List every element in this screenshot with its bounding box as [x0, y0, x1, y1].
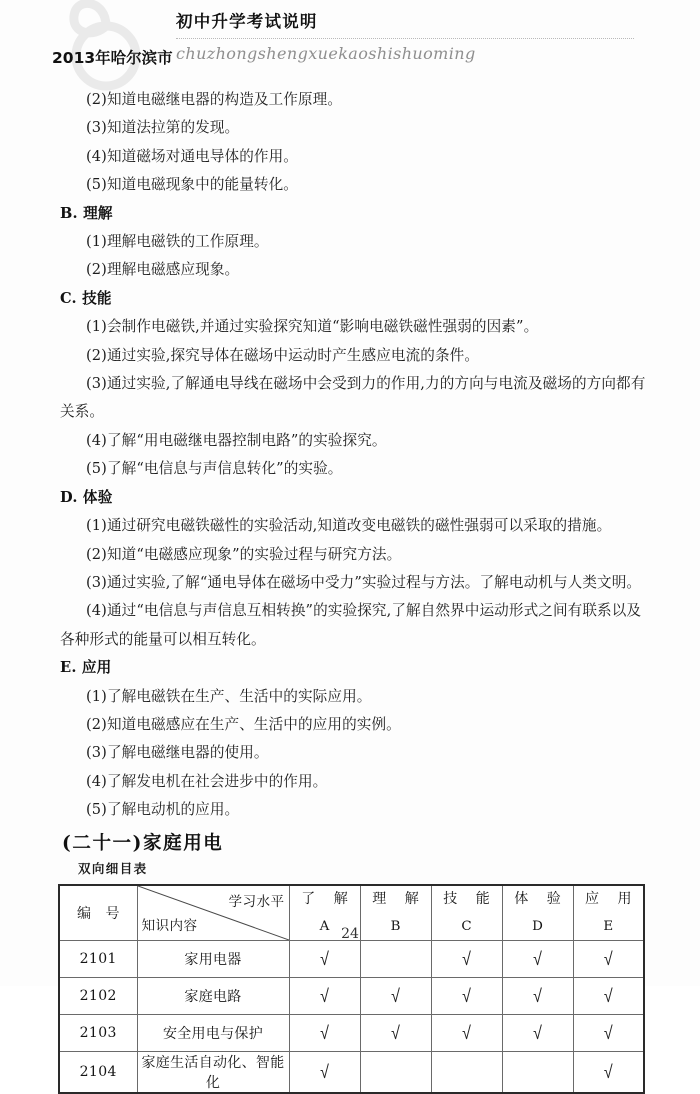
check-mark-icon: √ — [320, 984, 329, 1006]
body-list-item: (3)知道法拉第的发现。 — [86, 119, 240, 137]
two-way-specification-table — [58, 884, 645, 1094]
section-subtitle: 双向细目表 — [78, 860, 148, 876]
masthead — [0, 0, 700, 86]
body-continuation-line: 关系。 — [60, 403, 105, 421]
masthead-pinyin: chuzhongshengxuekaoshishuoming — [176, 44, 476, 63]
cell-check-marked — [573, 977, 644, 1014]
body-list-item: (3)通过实验,了解“通电导体在磁场中受力”实验过程与方法。了解电动机与人类文明。 — [86, 573, 642, 591]
body-subheading: E. 应用 — [60, 659, 112, 677]
masthead-title-group — [176, 8, 636, 63]
body-list-item: (1)理解电磁铁的工作原理。 — [86, 233, 269, 251]
body-content — [0, 86, 700, 1094]
corner-content-label: 知识内容 — [141, 917, 198, 934]
body-list-item: (2)理解电磁感应现象。 — [86, 261, 240, 279]
page-title: 初中升学考试说明 — [176, 12, 318, 31]
page-number: 24 — [341, 926, 359, 942]
check-mark-icon: √ — [533, 947, 542, 969]
level-label-letter: D — [532, 918, 543, 934]
body-list-item: (3)通过实验,了解通电导线在磁场中会受到力的作用,力的方向与电流及磁场的方向都有 — [86, 375, 646, 393]
check-mark-icon: √ — [320, 1060, 329, 1082]
check-mark-icon: √ — [603, 984, 613, 1006]
level-label-cn: 了 解 — [301, 890, 355, 907]
section-title: (二十一)家庭用电 — [62, 832, 224, 854]
body-list-item: (1)了解电磁铁在生产、生活中的实际应用。 — [86, 687, 372, 705]
cell-check-marked — [360, 1014, 431, 1051]
body-continuation-line: 各种形式的能量可以相互转化。 — [60, 630, 266, 648]
check-mark-icon: √ — [603, 1021, 613, 1043]
body-list-item: (1)会制作电磁铁,并通过实验探究知道“影响电磁铁磁性强弱的因素”。 — [86, 318, 539, 336]
cell-check-marked — [360, 977, 431, 1014]
level-label-cn: 体 验 — [514, 890, 568, 907]
check-mark-icon: √ — [462, 984, 471, 1006]
cell-check-empty — [431, 1051, 502, 1093]
level-label-cn: 理 解 — [372, 890, 426, 907]
check-mark-icon: √ — [533, 984, 542, 1006]
body-list-item: (5)了解电动机的应用。 — [86, 801, 240, 819]
check-mark-icon: √ — [320, 947, 329, 969]
cell-check-marked — [502, 1014, 573, 1051]
cell-topic: 家庭电路 — [137, 977, 289, 1014]
cell-id: 2101 — [59, 940, 137, 977]
body-list-item: (2)通过实验,探究导体在磁场中运动时产生感应电流的条件。 — [86, 346, 480, 364]
body-list-item: (2)知道“电磁感应现象”的实验过程与研究方法。 — [86, 545, 402, 563]
cell-check-empty — [502, 1051, 573, 1093]
cell-check-empty — [360, 940, 431, 977]
body-list-item: (3)了解电磁继电器的使用。 — [86, 744, 269, 762]
check-mark-icon: √ — [603, 947, 613, 969]
table-header-id: 编 号 — [59, 885, 137, 941]
cell-check-marked — [502, 977, 573, 1014]
body-block-list — [0, 86, 700, 825]
level-label-cn: 应 用 — [585, 890, 639, 907]
cell-check-marked — [289, 1051, 360, 1093]
table-row — [59, 1051, 644, 1093]
body-subheading: D. 体验 — [60, 488, 113, 506]
matrix-table-wrapper — [0, 884, 700, 1094]
cell-check-marked — [573, 1014, 644, 1051]
cell-check-marked — [289, 1014, 360, 1051]
cell-check-marked — [289, 977, 360, 1014]
body-list-item: (2)知道电磁继电器的构造及工作原理。 — [86, 91, 343, 108]
masthead-year-city: 2013年哈尔滨市 — [52, 49, 173, 67]
table-row — [59, 940, 644, 977]
cell-topic: 家庭生活自动化、智能化 — [137, 1051, 289, 1093]
cell-check-marked — [573, 940, 644, 977]
cell-check-marked — [573, 1051, 644, 1093]
level-label-cn: 技 能 — [443, 890, 497, 907]
cell-topic: 家用电器 — [137, 940, 289, 977]
check-mark-icon: √ — [462, 947, 471, 969]
cell-check-marked — [431, 977, 502, 1014]
table-row — [59, 1014, 644, 1051]
body-list-item: (5)知道电磁现象中的能量转化。 — [86, 176, 298, 194]
level-label-letter: C — [461, 918, 472, 934]
cell-id: 2103 — [59, 1014, 137, 1051]
level-label-letter: E — [603, 918, 614, 934]
body-list-item: (5)了解“电信息与声信息转化”的实验。 — [86, 460, 343, 478]
body-list-item: (4)知道磁场对通电导体的作用。 — [86, 147, 298, 165]
check-mark-icon: √ — [462, 1021, 471, 1043]
body-list-item: (4)了解发电机在社会进步中的作用。 — [86, 772, 328, 790]
cell-check-marked — [431, 1014, 502, 1051]
table-row — [59, 977, 644, 1014]
cell-check-marked — [289, 940, 360, 977]
body-list-item: (1)通过研究电磁铁磁性的实验活动,知道改变电磁铁的磁性强弱可以采取的措施。 — [86, 517, 612, 535]
corner-level-label: 学习水平 — [228, 893, 285, 910]
body-list-item: (2)知道电磁感应在生产、生活中的应用的实例。 — [86, 715, 401, 733]
check-mark-icon: √ — [603, 1060, 613, 1082]
body-list-item: (4)了解“用电磁继电器控制电路”的实验探究。 — [86, 431, 387, 449]
level-label-letter: B — [390, 918, 401, 934]
check-mark-icon: √ — [391, 984, 400, 1006]
body-list-item: (4)通过“电信息与声信息互相转换”的实验探究,了解自然界中运动形式之间有联系以及 — [86, 602, 642, 620]
check-mark-icon: √ — [533, 1021, 542, 1043]
masthead-divider — [176, 38, 634, 39]
cell-id: 2102 — [59, 977, 137, 1014]
cell-topic: 安全用电与保护 — [137, 1014, 289, 1051]
cell-check-marked — [502, 940, 573, 977]
body-subheading: C. 技能 — [60, 289, 112, 307]
check-mark-icon: √ — [391, 1021, 400, 1043]
cell-check-marked — [431, 940, 502, 977]
cell-id: 2104 — [59, 1051, 137, 1093]
cell-check-empty — [360, 1051, 431, 1093]
body-subheading: B. 理解 — [60, 204, 113, 222]
check-mark-icon: √ — [320, 1021, 329, 1043]
level-label-letter: A — [319, 918, 330, 934]
